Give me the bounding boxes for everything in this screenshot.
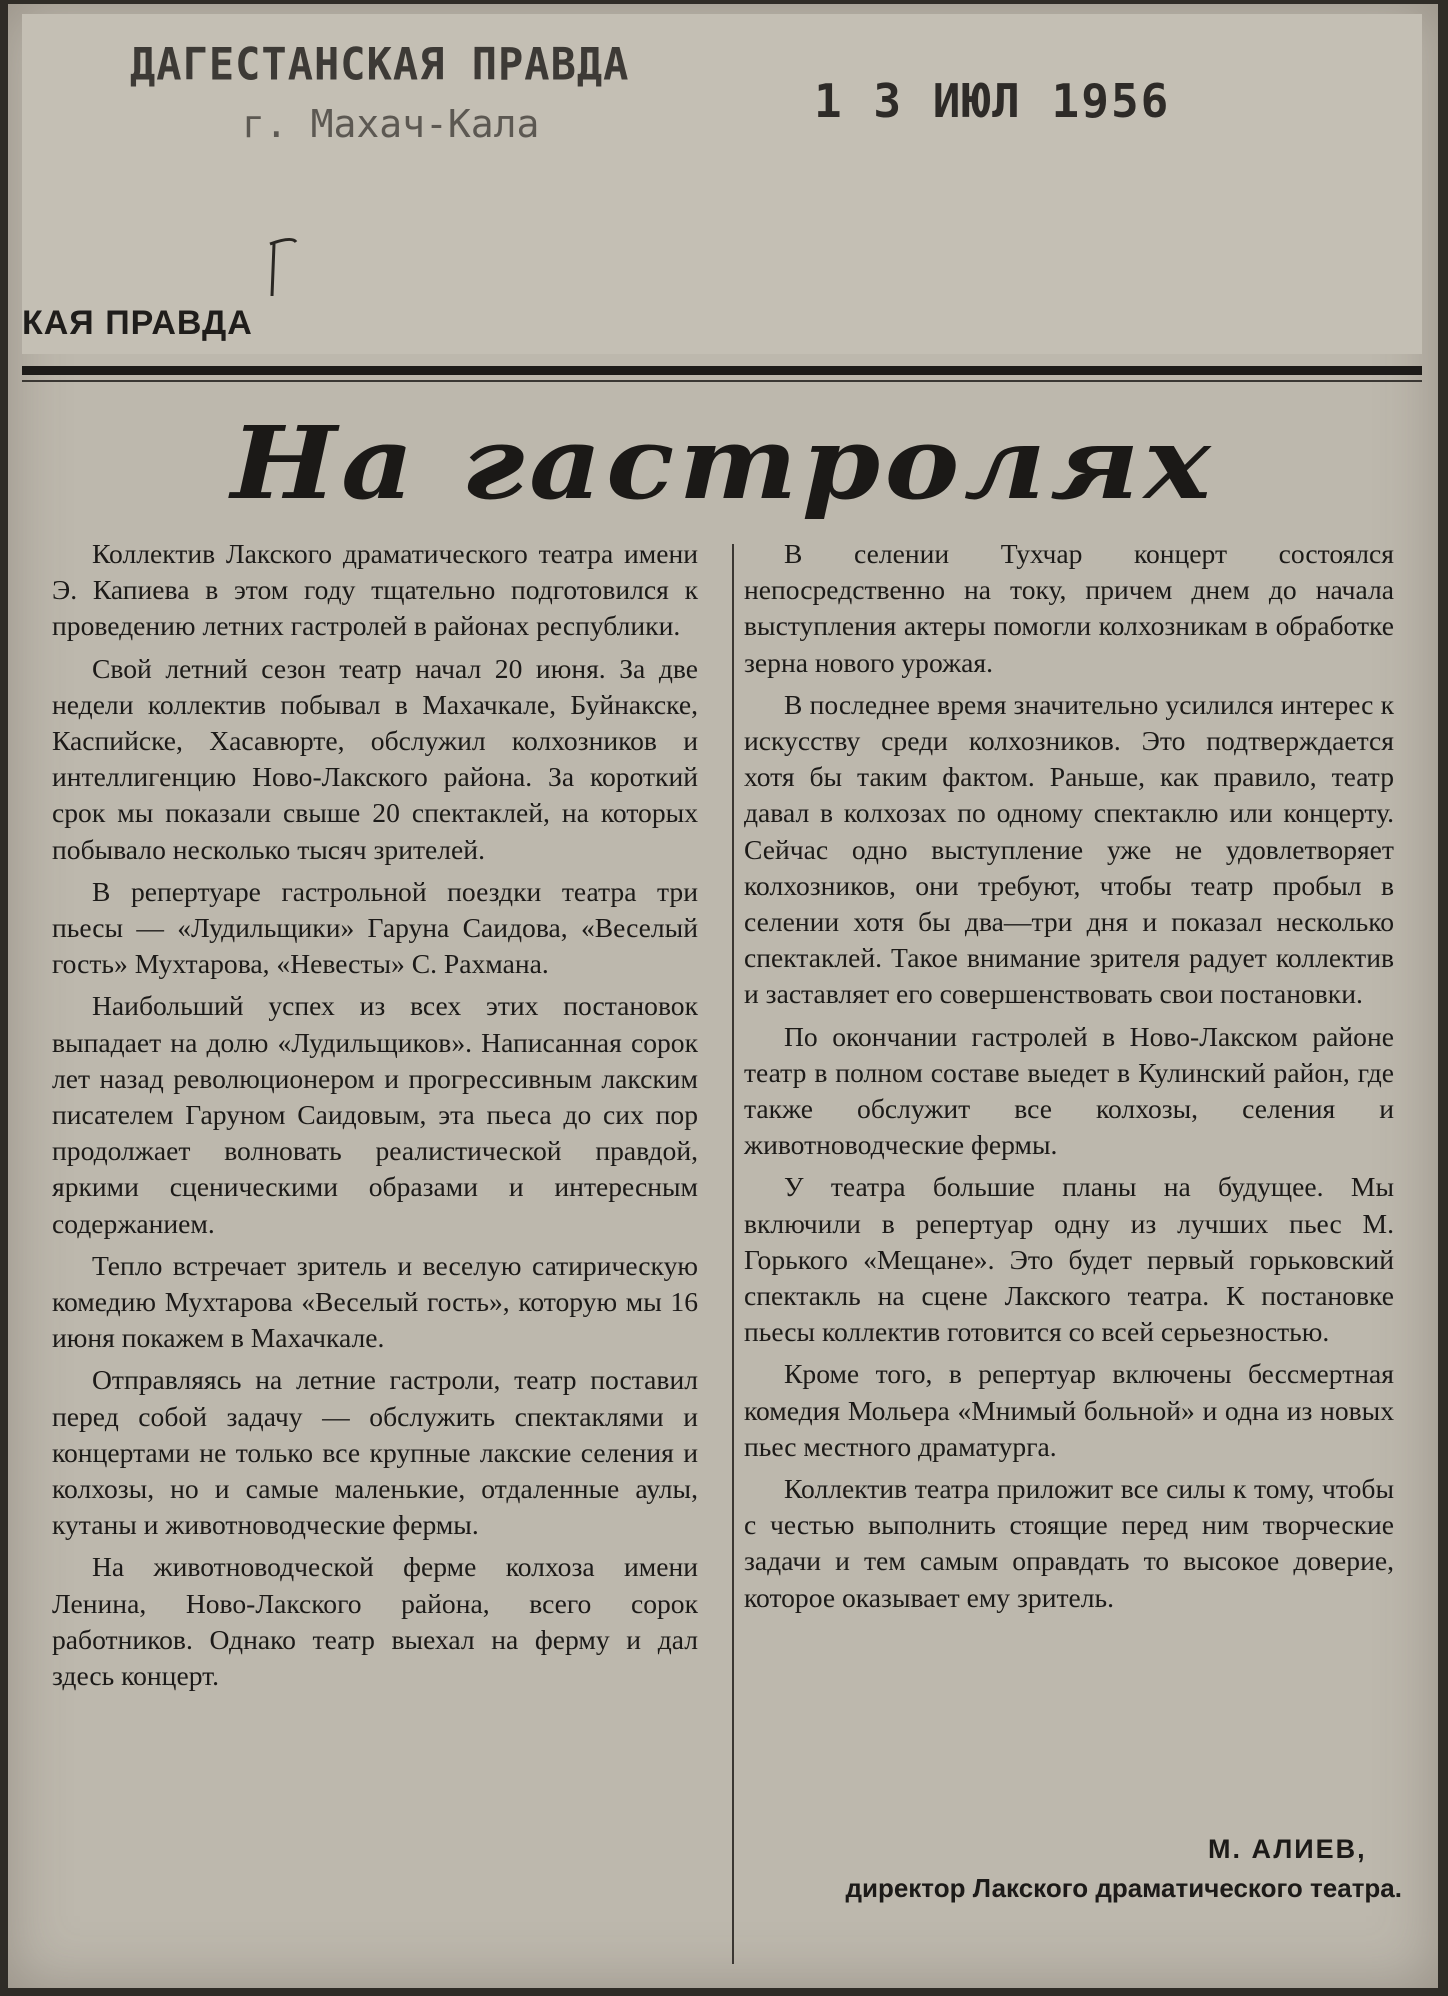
stamp-city: г. Махач-Кала [242, 102, 540, 146]
article-headline: На гастролях [230, 404, 1216, 522]
paragraph: В последнее время значительно усилился интерес к искусству среди колхозников. Это подтверждается хотя бы таким фактом. Раньше, как правило, театр давал в колхозах по одному спектаклю или концерту. Сейчас одно выступление уже не удовлетворяет колхозников, они требуют, чтобы театр пробыл в селении хотя бы два—три дня и показал несколько спектаклей. Такое внимание зрителя радует коллектив и заставляет его совершенствовать свои постановки. [744, 688, 1394, 1010]
paragraph: Отправляясь на летние гастроли, театр поставил перед собой задачу — обслужить спектаклями и концертами не только все крупные лакские селения и колхозы, но и самые маленькие, отдаленные аулы, кутаны и животноводческие фермы. [52, 1364, 698, 1541]
paragraph: В репертуаре гастрольной поездки театра три пьесы — «Лудильщики» Гаруна Саидова, «Веселый гость» Мухтарова, «Невесты» С. Рахмана. [52, 875, 698, 980]
paragraph: У театра большие планы на будущее. Мы включили в репертуар одну из лучших пьес М. Горького «Мещане». Это будет первый горьковский спектакль на сцене Лакского театра. К постановке пьесы коллектив готовится со всей серьезностью. [744, 1171, 1394, 1348]
pencil-mark-icon [262, 236, 302, 306]
author-title: директор Лакского драматического театра. [845, 1873, 1402, 1903]
paragraph: Тепло встречает зритель и веселую сатирическую комедию Мухтарова «Веселый гость», которую мы 16 июня покажем в Махачкале. [52, 1249, 698, 1354]
paragraph: Коллектив театра приложит все силы к тому, чтобы с честью выполнить стоящие перед ним творческие задачи и тем самым оправдать то высокое доверие, которое оказывает ему зритель. [744, 1473, 1394, 1613]
paragraph: По окончании гастролей в Ново-Лакском районе театр в полном составе выедет в Кулинский район, где также обслужит все колхозы, селения и животноводческие фермы. [744, 1020, 1394, 1161]
stamp-newspaper-name: ДАГЕСТАНСКАЯ ПРАВДА [130, 38, 630, 91]
paragraph: Свой летний сезон театр начал 20 июня. За две недели коллектив побывал в Махачкале, Буйнакске, Каспийске, Хасавюрте, обслужил колхозников и интеллигенцию Ново-Лакского района. За короткий срок мы показали свыше 20 спектаклей, на которых побывало несколько тысяч зрителей. [52, 652, 698, 865]
newspaper-masthead: КАЯ ПРАВДА [22, 304, 253, 342]
stamp-date: 1 3 ИЮЛ 1956 [814, 74, 1171, 128]
paragraph: Наибольший успех из всех этих постановок выпадает на долю «Лудильщиков». Написанная сорок лет назад революционером и прогрессивным лакским писателем Гаруном Саидовым, эта пьеса до сих пор продолжает волновать реалистической правдой, яркими сценическими образами и интересным содержанием. [52, 990, 698, 1239]
masthead-rule [22, 366, 1422, 375]
author-name: М. АЛИЕВ, [1208, 1834, 1367, 1864]
article-column-right [744, 536, 1394, 1622]
paragraph: Коллектив Лакского драматического театра имени Э. Капиева в этом году тщательно подготовился к проведению летних гастролей в районах республики. [52, 538, 698, 642]
paragraph: На животноводческой ферме колхоза имени Ленина, Ново-Лакского района, всего сорок работников. Однако театр выехал на ферму и дал здесь концерт. [52, 1551, 698, 1692]
column-divider [732, 544, 734, 1964]
article-column-left [52, 536, 698, 1700]
paragraph: В селении Тухчар концерт состоялся непосредственно на току, причем днем до начала выступления актеры помогли колхозникам в обработке зерна нового урожая. [744, 538, 1394, 678]
paragraph: Кроме того, в репертуар включены бессмертная комедия Мольера «Мнимый больной» и одна из новых пьес местного драматурга. [744, 1358, 1394, 1462]
newspaper-clipping [8, 4, 1438, 1988]
masthead-rule-thin [22, 380, 1422, 382]
